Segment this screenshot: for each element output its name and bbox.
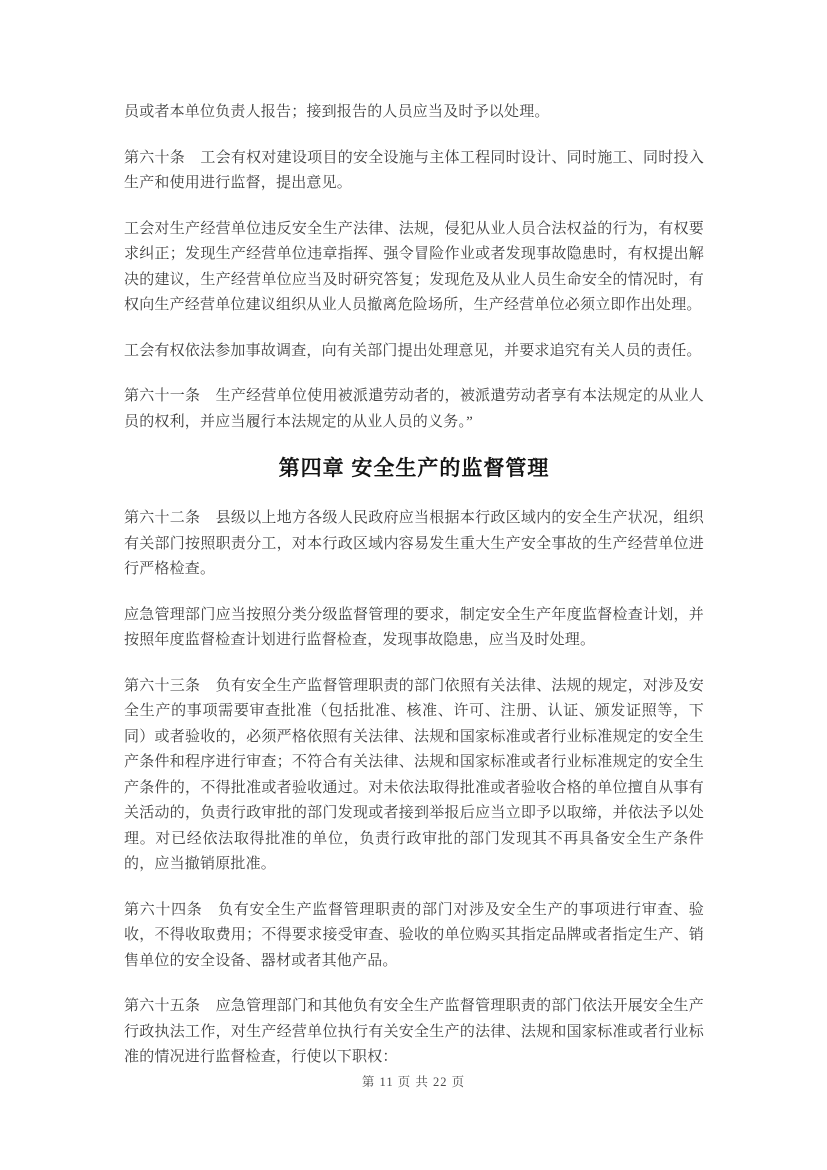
chapter-heading: 第四章 安全生产的监督管理 [278, 457, 550, 480]
paragraph-article-65: 第六十五条 应急管理部门和其他负有安全生产监督管理职责的部门依法开展安全生产行政执法工作，对生产经营单位执行有关安全生产的法律、法规和国家标准或者行业标准的情况进行监督检查，行使以下职权： [124, 998, 704, 1065]
paragraph-article-61: 第六十一条 生产经营单位使用被派遣劳动者的，被派遣劳动者享有本法规定的从业人员的权利，并应当履行本法规定的从业人员的义务。” [124, 388, 704, 430]
paragraph-article-60-clause-3: 工会有权依法参加事故调查，向有关部门提出处理意见，并要求追究有关人员的责任。 [124, 342, 702, 359]
paragraph-article-60-clause-2: 工会对生产经营单位违反安全生产法律、法规，侵犯从业人员合法权益的行为，有权要求纠正；发现生产经营单位违章指挥、强令冒险作业或者发现事故隐患时，有权提出解决的建议，生产经营单位应当及时研究答复；发现危及从业人员生命安全的情况时，有权向生产经营单位建议组织从业人员撤离危险场所，生产经营单位必须立即作出处理。 [124, 220, 704, 313]
page-number-footer: 第 11 页 共 22 页 [361, 1075, 466, 1089]
paragraph-article-60: 第六十条 工会有权对建设项目的安全设施与主体工程同时设计、同时施工、同时投入生产和使用进行监督，提出意见。 [124, 149, 704, 191]
paragraph-article-62-clause-2: 应急管理部门应当按照分类分级监督管理的要求，制定安全生产年度监督检查计划，并按照年度监督检查计划进行监督检查，发现事故隐患，应当及时处理。 [124, 606, 704, 648]
paragraph-continuation: 员或者本单位负责人报告；接到报告的人员应当及时予以处理。 [124, 104, 550, 120]
paragraph-article-63: 第六十三条 负有安全生产监督管理职责的部门依照有关法律、法规的规定，对涉及安全生产的事项需要审查批准（包括批准、核准、许可、注册、认证、颁发证照等，下同）或者验收的，必须严格依照有关法律、法规和国家标准或者行业标准规定的安全生产条件和程序进行审查；不符合有关法律、法规和国家标准或者行业标准规定的安全生产条件的，不得批准或者验收通过。对未依法取得批准或者验收合格的单位擅自从事有关活动的，负责行政审批的部门发现或者接到举报后应当立即予以取缔，并依法予以处理。对已经依法取得批准的单位，负责行政审批的部门发现其不再具备安全生产条件的，应当撤销原批准。 [124, 677, 704, 872]
paragraph-article-62: 第六十二条 县级以上地方各级人民政府应当根据本行政区域内的安全生产状况，组织有关部门按照职责分工，对本行政区域内容易发生重大生产安全事故的生产经营单位进行严格检查。 [124, 510, 704, 577]
paragraph-article-64: 第六十四条 负有安全生产监督管理职责的部门对涉及安全生产的事项进行审查、验收，不得收取费用；不得要求接受审查、验收的单位购买其指定品牌或者指定生产、销售单位的安全设备、器材或者其他产品。 [124, 901, 704, 969]
